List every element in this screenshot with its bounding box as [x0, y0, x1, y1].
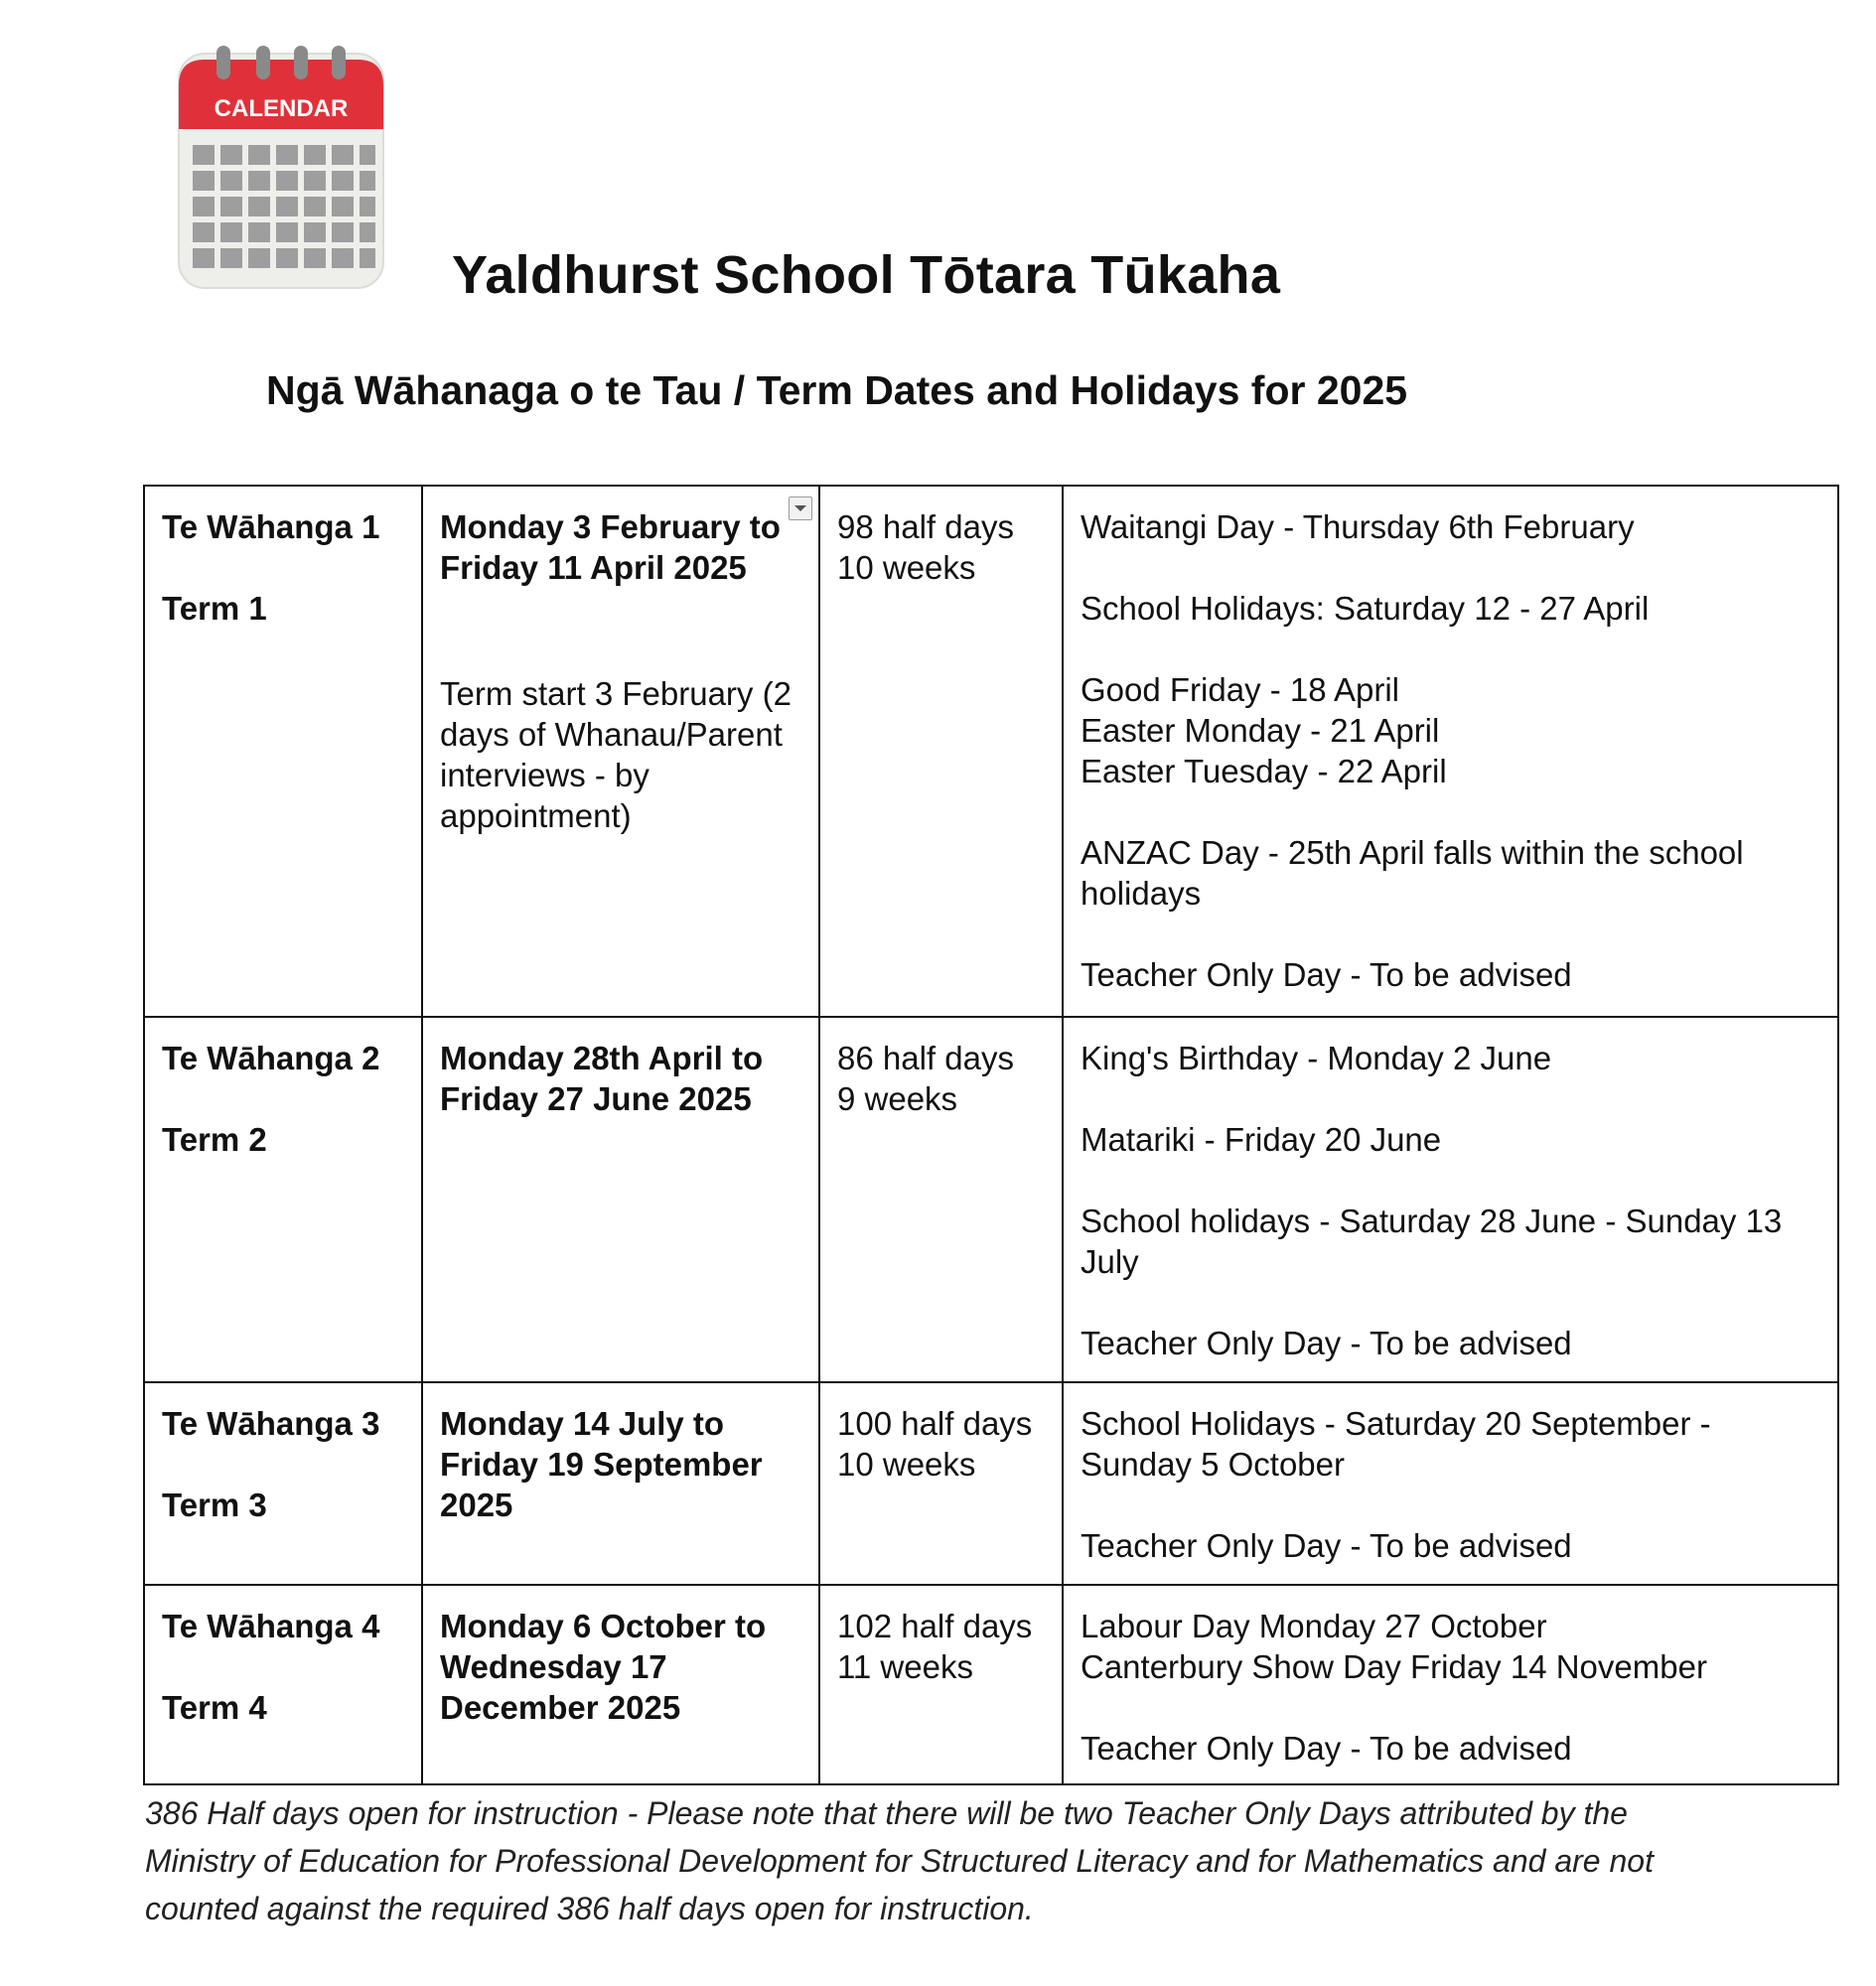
- term-english-name: Term 2: [162, 1121, 267, 1158]
- term-english-name: Term 3: [162, 1487, 267, 1523]
- term-english-name: Term 4: [162, 1689, 267, 1726]
- term-date-range: Monday 3 February to Friday 11 April 2025: [440, 508, 781, 586]
- holiday-note: School Holidays - Saturday 20 September - Sunday 5 October: [1081, 1405, 1711, 1483]
- holiday-note: Teacher Only Day - To be advised: [1081, 956, 1572, 993]
- weeks: 10 weeks: [837, 1446, 976, 1483]
- table-row: [144, 486, 1838, 1017]
- term-dates-table: [143, 485, 1839, 1785]
- term-maori-name: Te Wāhanga 1: [162, 508, 380, 545]
- holiday-note: Teacher Only Day - To be advised: [1081, 1325, 1572, 1361]
- half-days: 98 half days: [837, 508, 1014, 545]
- half-days: 86 half days: [837, 1040, 1014, 1076]
- holiday-note: Easter Tuesday - 22 April: [1081, 753, 1447, 789]
- holiday-note: School holidays - Saturday 28 June - Sunday 13 July: [1081, 1203, 1783, 1280]
- page-subtitle: Ngā Wāhanaga o te Tau / Term Dates and Holidays for 2025: [266, 367, 1408, 413]
- holiday-note: Teacher Only Day - To be advised: [1081, 1730, 1572, 1767]
- calendar-icon: [177, 46, 385, 294]
- holiday-note: King's Birthday - Monday 2 June: [1081, 1040, 1552, 1076]
- term-notes-cell: [1063, 1382, 1838, 1585]
- footnote: 386 Half days open for instruction - Please note that there will be two Teacher Only Days attributed by the Ministry of Education for Professional Development for Structured Literacy and for Mathematics and are not counted against the required 386 half days open for instruction.: [145, 1795, 1654, 1926]
- term-dates-cell: [422, 486, 819, 1017]
- table-row: [144, 1585, 1838, 1784]
- half-days: 100 half days: [837, 1405, 1033, 1442]
- term-dates-cell: [422, 1382, 819, 1585]
- term-date-note: Term start 3 February (2 days of Whanau/Parent interviews - by appointment): [440, 675, 792, 834]
- table-row: [144, 1017, 1838, 1382]
- holiday-note: Easter Monday - 21 April: [1081, 712, 1440, 749]
- term-date-range: Monday 28th April to Friday 27 June 2025: [440, 1040, 764, 1117]
- term-date-range: Monday 6 October to Wednesday 17 December 2025: [440, 1608, 767, 1726]
- term-notes-cell: [1063, 1017, 1838, 1382]
- term-date-range: Monday 14 July to Friday 19 September 2025: [440, 1405, 763, 1523]
- term-days-cell: [819, 1585, 1063, 1784]
- term-name-cell: [144, 1382, 422, 1585]
- weeks: 9 weeks: [837, 1080, 958, 1117]
- term-notes-cell: [1063, 1585, 1838, 1784]
- holiday-note: ANZAC Day - 25th April falls within the school holidays: [1081, 834, 1744, 912]
- holiday-note: Matariki - Friday 20 June: [1081, 1121, 1442, 1158]
- half-days: 102 half days: [837, 1608, 1033, 1644]
- holiday-note: Labour Day Monday 27 October: [1081, 1608, 1547, 1644]
- term-days-cell: [819, 486, 1063, 1017]
- holiday-note: Waitangi Day - Thursday 6th February: [1081, 508, 1635, 545]
- term-name-cell: [144, 486, 422, 1017]
- term-maori-name: Te Wāhanga 4: [162, 1608, 380, 1644]
- dropdown-arrow-icon[interactable]: [789, 496, 812, 520]
- term-english-name: Term 1: [162, 590, 267, 627]
- term-days-cell: [819, 1017, 1063, 1382]
- term-maori-name: Te Wāhanga 2: [162, 1040, 380, 1076]
- calendar-icon-label: CALENDAR: [214, 95, 349, 122]
- term-name-cell: [144, 1017, 422, 1382]
- term-dates-cell: [422, 1017, 819, 1382]
- term-name-cell: [144, 1585, 422, 1784]
- table-row: [144, 1382, 1838, 1585]
- term-maori-name: Te Wāhanga 3: [162, 1405, 380, 1442]
- holiday-note: Canterbury Show Day Friday 14 November: [1081, 1648, 1707, 1685]
- holiday-note: Good Friday - 18 April: [1081, 671, 1399, 708]
- holiday-note: Teacher Only Day - To be advised: [1081, 1527, 1572, 1564]
- weeks: 11 weeks: [837, 1648, 973, 1685]
- school-title: Yaldhurst School Tōtara Tūkaha: [452, 245, 1281, 305]
- weeks: 10 weeks: [837, 549, 976, 586]
- term-dates-cell: [422, 1585, 819, 1784]
- holiday-note: School Holidays: Saturday 12 - 27 April: [1081, 590, 1650, 627]
- term-notes-cell: [1063, 486, 1838, 1017]
- term-days-cell: [819, 1382, 1063, 1585]
